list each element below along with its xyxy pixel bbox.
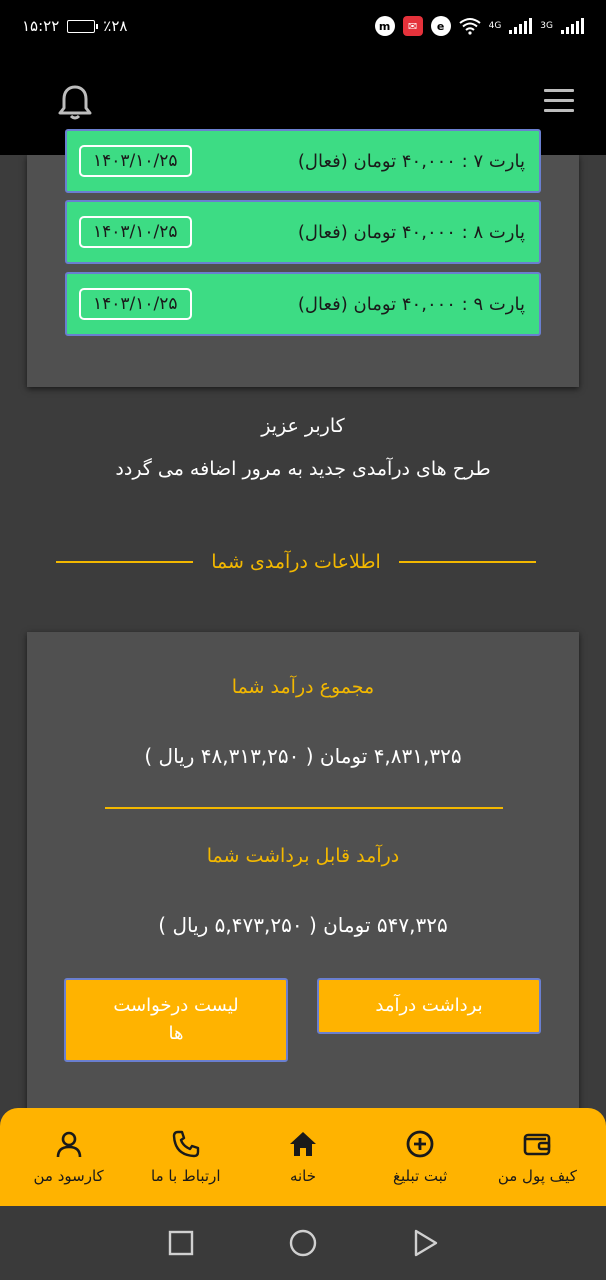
request-list-label-line2: ها (168, 1023, 184, 1044)
bell-icon[interactable] (55, 82, 95, 122)
request-list-label-line1: لیست درخواست (113, 995, 239, 1016)
divider-line-right (399, 561, 536, 563)
nav-home-label: خانه (289, 1167, 316, 1185)
divider-line-left (56, 561, 193, 563)
request-list-button[interactable] (64, 978, 288, 1062)
bottom-navigation (0, 1108, 606, 1206)
installment-date: ۱۴۰۳/۱۰/۲۵ (79, 145, 192, 177)
installment-row (65, 129, 541, 193)
m-app-icon: m (375, 16, 395, 36)
installment-row (65, 200, 541, 264)
nav-contact[interactable] (131, 1129, 241, 1185)
nav-wallet[interactable] (482, 1129, 592, 1185)
user-icon (54, 1129, 84, 1159)
nav-contact-label: ارتباط با ما (151, 1167, 221, 1185)
recent-apps-icon[interactable] (166, 1228, 196, 1258)
installment-date: ۱۴۰۳/۱۰/۲۵ (79, 288, 192, 320)
phone-icon (171, 1129, 201, 1159)
installment-label: پارت ۷ : ۴۰,۰۰۰ تومان (فعال) (297, 150, 525, 172)
nav-home[interactable] (248, 1129, 358, 1185)
installments-card (27, 150, 579, 387)
battery-icon (67, 20, 95, 33)
e-app-icon: e (431, 16, 451, 36)
installment-date: ۱۴۰۳/۱۰/۲۵ (79, 216, 192, 248)
home-icon (288, 1129, 318, 1159)
network-type-4g: 4G (488, 21, 502, 31)
section-divider (56, 548, 536, 576)
withdrawable-income-heading: درآمد قابل برداشت شما (206, 845, 400, 867)
nav-wallet-label: کیف پول من (497, 1167, 577, 1185)
withdrawable-income-value: ۵۴۷,۳۲۵ تومان ( ۵,۴۷۳,۲۵۰ ریال ) (158, 913, 448, 937)
withdraw-income-button[interactable] (317, 978, 541, 1034)
signal-icon (509, 18, 532, 34)
nav-profile[interactable] (14, 1129, 124, 1185)
hamburger-menu-icon[interactable] (544, 89, 574, 115)
nav-add-ad-label: ثبت تبلیغ (392, 1167, 448, 1185)
mail-app-icon: ✉ (403, 16, 423, 36)
home-circle-icon[interactable] (288, 1228, 318, 1258)
signal-icon-2 (561, 18, 584, 34)
total-income-value: ۴,۸۳۱,۳۲۵ تومان ( ۴۸,۳۱۳,۲۵۰ ریال ) (144, 744, 462, 768)
status-bar (0, 0, 606, 52)
system-navigation-bar (0, 1206, 606, 1280)
back-triangle-icon[interactable] (410, 1228, 440, 1258)
wallet-icon (522, 1129, 552, 1159)
section-title: اطلاعات درآمدی شما (211, 551, 381, 573)
nav-add-ad[interactable] (365, 1129, 475, 1185)
battery-percent: ٪۲۸ (103, 17, 128, 35)
nav-profile-label: کارسود من (33, 1167, 104, 1185)
wifi-icon (459, 17, 481, 35)
installment-row (65, 272, 541, 336)
income-card (27, 632, 579, 1122)
installment-label: پارت ۸ : ۴۰,۰۰۰ تومان (فعال) (297, 221, 525, 243)
income-separator (105, 807, 503, 809)
total-income-heading: مجموع درآمد شما (231, 676, 375, 698)
plus-circle-icon (405, 1129, 435, 1159)
network-type-3g: 3G (540, 21, 553, 31)
notice-body: طرح های درآمدی جدید به مرور اضافه می گردد (115, 458, 491, 480)
status-time: ۱۵:۲۲ (22, 17, 60, 35)
withdraw-income-label: برداشت درآمد (375, 995, 483, 1016)
notice-title: کاربر عزیز (261, 415, 345, 437)
installment-label: پارت ۹ : ۴۰,۰۰۰ تومان (فعال) (297, 293, 525, 315)
